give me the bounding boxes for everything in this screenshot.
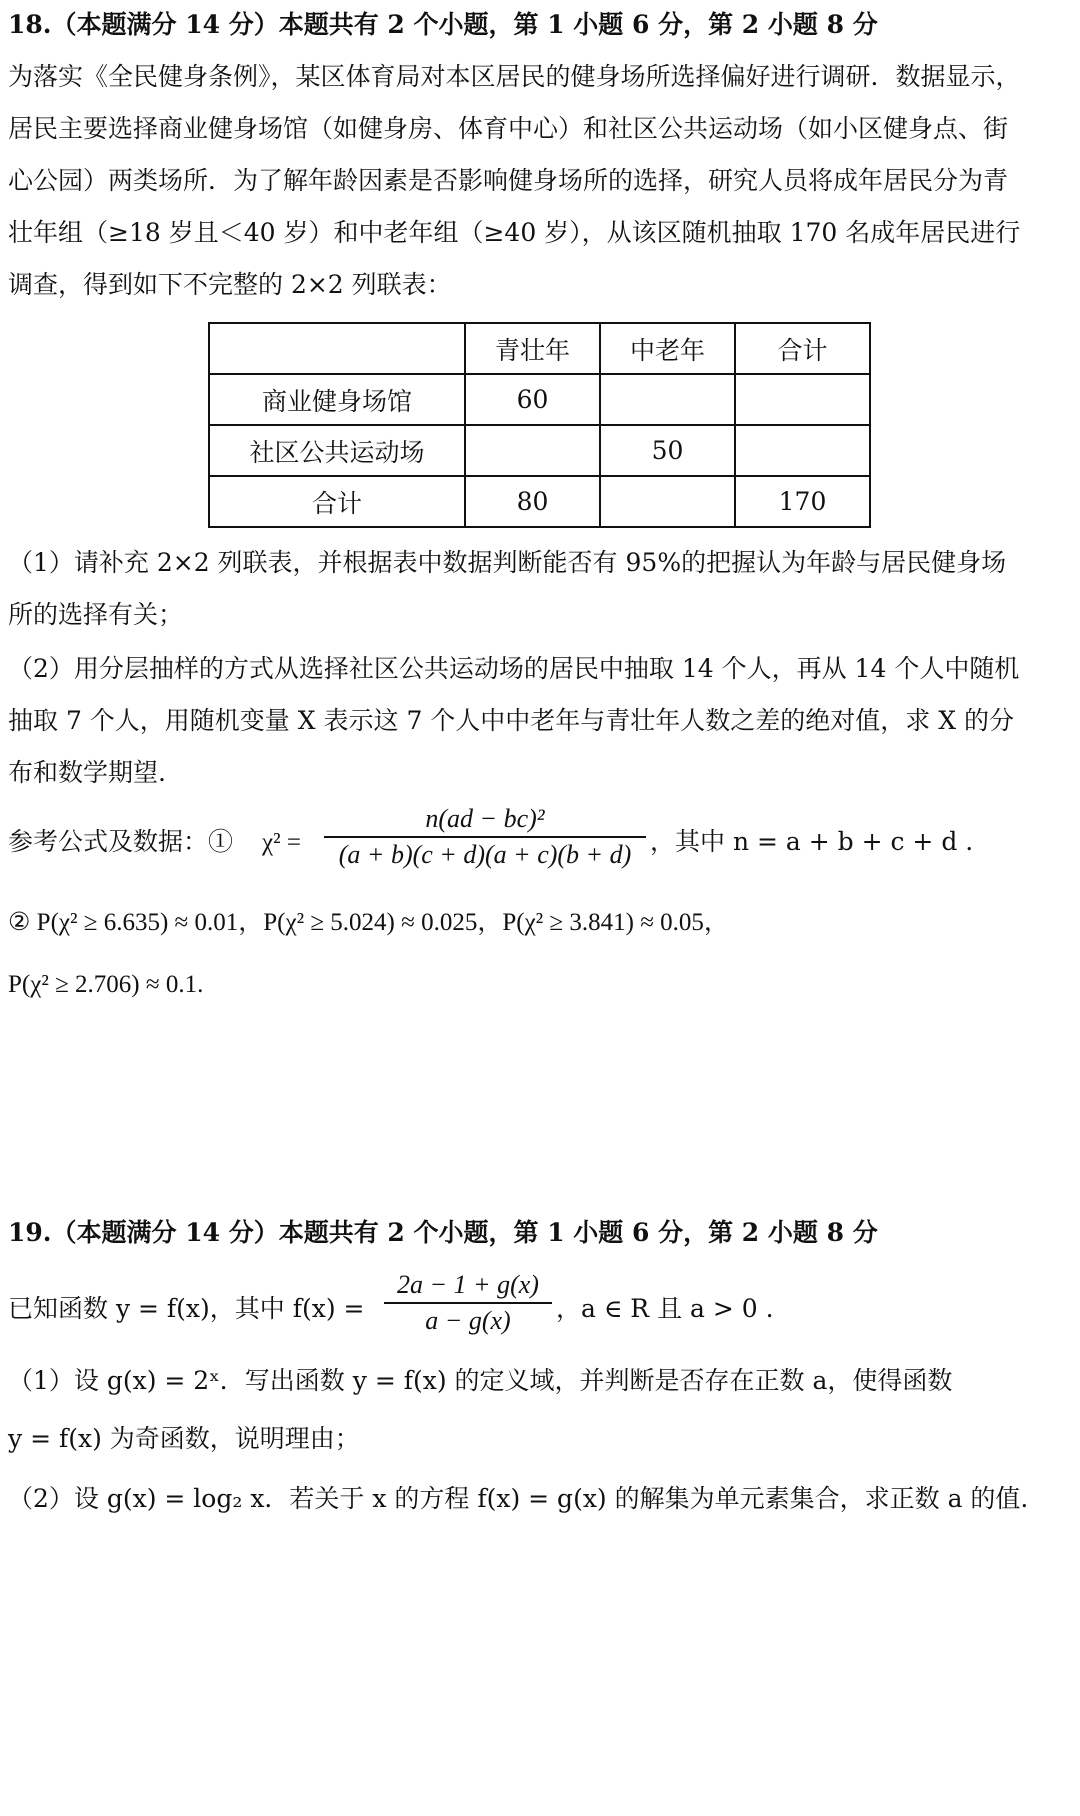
table-cell: 170 (735, 476, 870, 527)
q18-part2-line-2: 抽取 7 个人，用随机变量 X 表示这 7 个人中中老年与青壮年人数之差的绝对值，求 X 的分 (8, 706, 1014, 735)
table-cell: 商业健身场馆 (209, 374, 465, 425)
f-x-denominator: a − g(x) (425, 1306, 511, 1335)
q19-part1-line-2: y = f(x) 为奇函数，说明理由； (8, 1424, 360, 1453)
formula-denominator: (a + b)(c + d)(a + c)(b + d) (338, 840, 632, 869)
table-row (209, 476, 870, 527)
f-x-numerator: 2a − 1 + g(x) (397, 1270, 539, 1299)
table-cell: 合计 (209, 476, 465, 527)
q19-part2-line: （2）设 g(x) = log₂ x．若关于 x 的方程 f(x) = g(x) 的解集为单元素集合，求正数 a 的值. (8, 1484, 1029, 1513)
q18-intro-line-4: 壮年组（≥18 岁且＜40 岁）和中老年组（≥40 岁），从该区随机抽取 170 名成年居民进行 (8, 218, 1021, 247)
table-header-cell: 合计 (735, 323, 870, 374)
q19-part1-line-1: （1）设 g(x) = 2ˣ．写出函数 y = f(x) 的定义域，并判断是否存在正数 a，使得函数 (8, 1366, 953, 1395)
table-row (209, 374, 870, 425)
q18-header: 18.（本题满分 14 分）本题共有 2 个小题，第 1 小题 6 分，第 2 小题 8 分 (8, 10, 878, 39)
reference-data-line-2: P(χ² ≥ 2.706) ≈ 0.1. (8, 971, 204, 998)
chi-square-fraction (324, 802, 646, 872)
q19-given-prefix: 已知函数 y = f(x)，其中 f(x) = (8, 1294, 365, 1323)
table-header-cell: 青壮年 (465, 323, 600, 374)
q18-part2-line-3: 布和数学期望. (8, 758, 166, 787)
q18-intro-line-1: 为落实《全民健身条例》，某区体育局对本区居民的健身场所选择偏好进行调研．数据显示， (8, 62, 1021, 91)
table-row (209, 425, 870, 476)
formula-numerator: n(ad − bc)² (425, 804, 545, 833)
table-header-cell: 中老年 (600, 323, 735, 374)
table-header-cell (209, 323, 465, 374)
table-cell: 80 (465, 476, 600, 527)
q19-given-suffix: ，a ∈ R 且 a > 0 . (556, 1294, 774, 1323)
table-cell: 50 (600, 425, 735, 476)
table-cell (465, 425, 600, 476)
q18-part1-line-2: 所的选择有关； (8, 600, 184, 629)
table-cell (735, 425, 870, 476)
q18-intro-line-5: 调查，得到如下不完整的 2×2 列联表： (8, 270, 452, 299)
table-header-row (209, 323, 870, 374)
q18-part2-line-1: （2）用分层抽样的方式从选择社区公共运动场的居民中抽取 14 个人，再从 14 个人中随机 (8, 654, 1020, 683)
formula-lhs: χ² = (262, 829, 301, 856)
q18-part1-line-1: （1）请补充 2×2 列联表，并根据表中数据判断能否有 95%的把握认为年龄与居民健身场 (8, 548, 1007, 577)
contingency-table (208, 322, 871, 528)
q19-header: 19.（本题满分 14 分）本题共有 2 个小题，第 1 小题 6 分，第 2 小题 8 分 (8, 1218, 878, 1247)
f-x-fraction (384, 1268, 552, 1338)
q18-intro-line-3: 心公园）两类场所．为了解年龄因素是否影响健身场所的选择，研究人员将成年居民分为青 (8, 166, 1009, 195)
q18-intro-line-2: 居民主要选择商业健身场馆（如健身房、体育中心）和社区公共运动场（如小区健身点、街 (8, 114, 1009, 143)
table-cell (600, 476, 735, 527)
reference-data-line-1: ② P(χ² ≥ 6.635) ≈ 0.01，P(χ² ≥ 5.024) ≈ 0.025，P(χ² ≥ 3.841) ≈ 0.05， (8, 909, 729, 936)
formula-suffix: ，其中 n = a + b + c + d . (650, 827, 974, 856)
table-cell (600, 374, 735, 425)
formula-prefix: 参考公式及数据：① (8, 827, 234, 856)
table-cell: 社区公共运动场 (209, 425, 465, 476)
table-cell (735, 374, 870, 425)
table-cell: 60 (465, 374, 600, 425)
